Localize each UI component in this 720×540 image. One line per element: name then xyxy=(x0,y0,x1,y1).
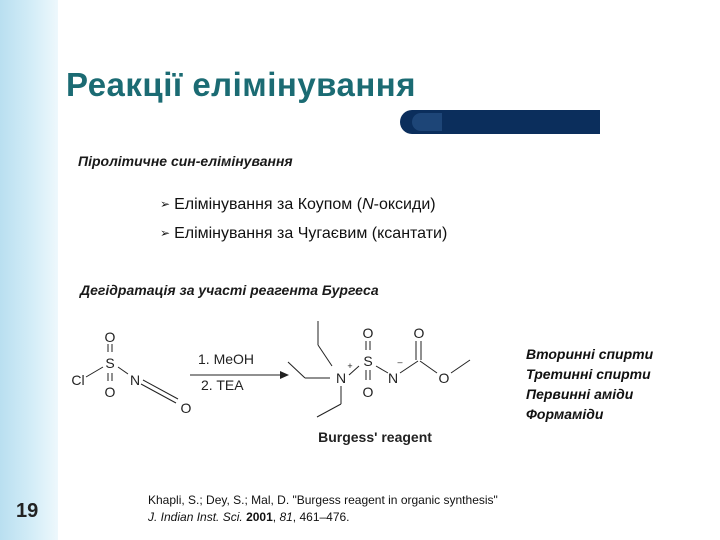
atom-N-1: N xyxy=(129,372,141,388)
substrate-list xyxy=(526,344,653,424)
atom-S-1: S xyxy=(105,355,115,371)
product-label: Burgess' reagent xyxy=(318,429,432,445)
reference-volume: 81 xyxy=(279,510,293,524)
bullet-cope-italic: N xyxy=(362,196,374,213)
atom-N-2: N xyxy=(335,370,347,386)
reference-authors-title: Khapli, S.; Dey, S.; Mal, D. "Burgess reagent in organic synthesis" xyxy=(148,493,498,507)
atom-O-5: O xyxy=(362,384,374,400)
atom-Cl: Cl xyxy=(71,372,85,388)
reagent-step2: 2. TEA xyxy=(201,377,244,393)
reference xyxy=(148,492,498,526)
section-heading-burgess: Дегідратація за участі реагента Бургеса xyxy=(80,282,379,298)
atom-S-2: S xyxy=(363,353,373,369)
bullet-chugaev-text: Елімінування за Чугаєвим (ксантати) xyxy=(174,225,448,242)
arrow-bullet-icon: ➢ xyxy=(160,197,171,211)
substrate-item: Первинні аміди xyxy=(526,386,634,402)
atom-O-1: O xyxy=(104,329,116,345)
bullet-cope-post: -оксиди) xyxy=(373,196,436,213)
atom-N-3: N xyxy=(387,370,399,386)
slide-title: Реакції елімінування xyxy=(66,66,416,103)
reference-journal: J. Indian Inst. Sci. xyxy=(148,510,243,524)
reaction-arrow-head xyxy=(280,371,289,379)
charge-minus: – xyxy=(397,357,403,367)
atom-O-4: O xyxy=(362,325,374,341)
reference-pages: , 461–476. xyxy=(292,510,350,524)
atom-O-6: O xyxy=(413,325,425,341)
reference-year: 2001 xyxy=(246,510,273,524)
substrate-item: Вторинні спирти xyxy=(526,346,654,362)
charge-plus: + xyxy=(347,361,353,371)
atom-O-2: O xyxy=(104,384,116,400)
bullet-cope-pre: Елімінування за Коупом ( xyxy=(174,196,363,213)
atom-O-3: O xyxy=(180,400,192,416)
atom-O-7: O xyxy=(438,370,450,386)
substrate-item: Формаміди xyxy=(526,406,604,422)
page-number: 19 xyxy=(16,500,39,522)
arrow-bullet-icon: ➢ xyxy=(160,226,171,240)
reference-citation: J. Indian Inst. Sci. 2001, 81, 461–476. xyxy=(148,510,350,524)
substrate-item: Третинні спирти xyxy=(526,366,651,382)
section-heading-pyrolytic: Піролітичне син-елімінування xyxy=(78,153,293,169)
reagent-step1: 1. MeOH xyxy=(198,351,255,367)
